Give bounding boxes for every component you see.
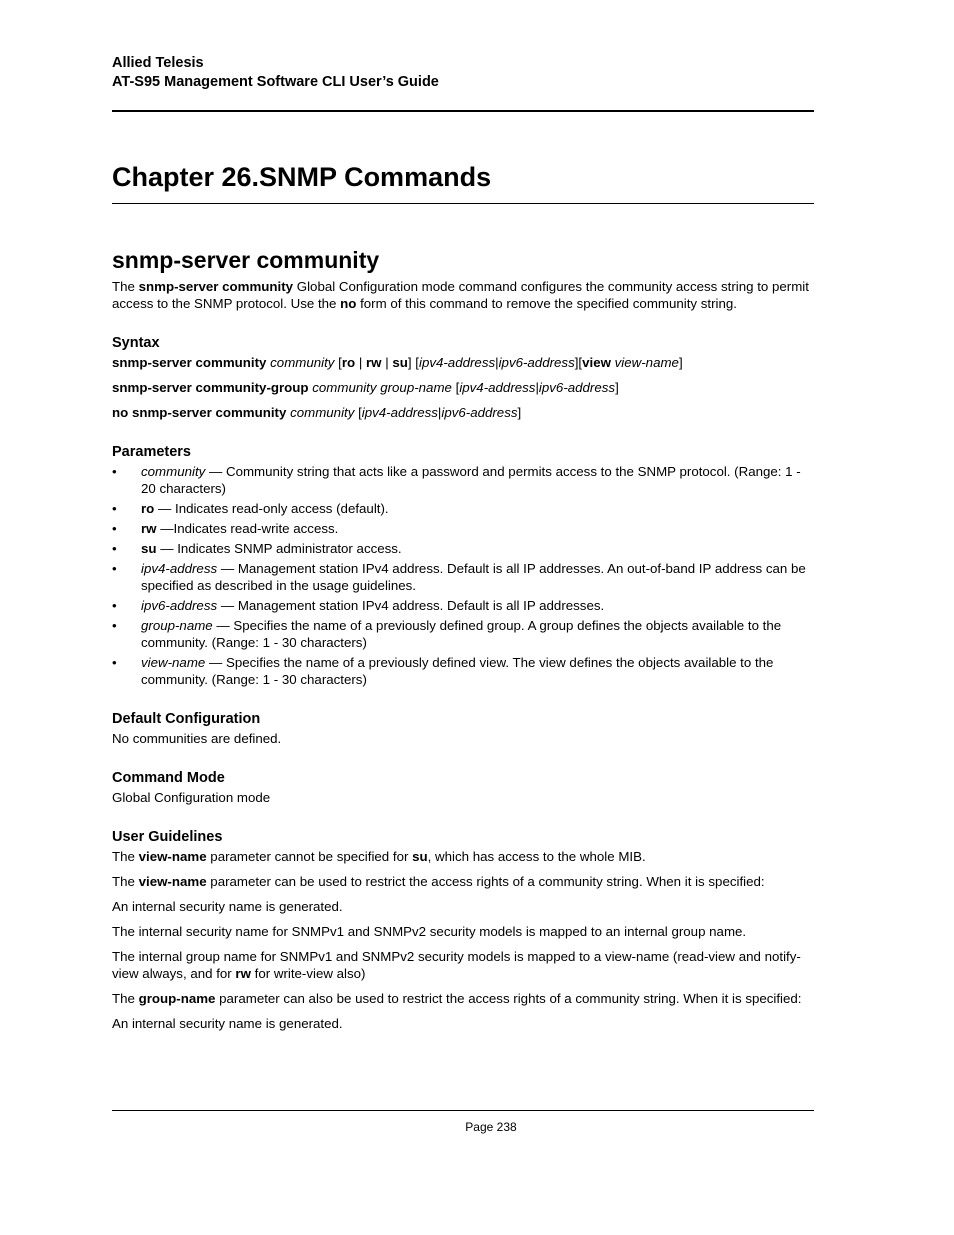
text-run: The internal group name for SNMPv1 and SNMPv2 security models is mapped to a view-name (read-view and notify-view always, and for [112, 949, 801, 981]
command-title: snmp-server community [112, 247, 380, 273]
text-run-bold: view [582, 355, 611, 370]
guideline-paragraph: An internal security name is generated. [112, 899, 343, 914]
text-run-bold: snmp-server community [138, 279, 294, 294]
bullet-icon: • [112, 561, 117, 576]
bullet-icon: • [112, 618, 117, 633]
text-run: The [112, 279, 139, 294]
running-header [112, 54, 439, 92]
text-run: form of this command to remove the specified community string. [356, 296, 737, 311]
parameter-item [112, 597, 814, 614]
text-run: , which has access to the whole MIB. [427, 849, 646, 864]
text-run: [ [354, 405, 362, 420]
user-guidelines-heading: User Guidelines [112, 829, 223, 845]
text-run-bold: su [392, 355, 408, 370]
parameter-term: view-name [141, 655, 206, 670]
parameter-item [112, 500, 814, 517]
text-run-italic: community [266, 355, 335, 370]
bullet-icon: • [112, 521, 117, 536]
parameter-text: — Specifies the name of a previously defined group. A group defines the objects available to the community. (Range: 1 - 30 characters) [141, 618, 782, 650]
syntax-heading: Syntax [112, 335, 160, 351]
guideline-paragraph [112, 990, 814, 1007]
text-run-bold: no [340, 296, 357, 311]
page-number: Page 238 [465, 1120, 517, 1134]
parameter-term: rw [141, 521, 157, 536]
text-run: ] [615, 380, 619, 395]
text-run: ] [678, 355, 683, 370]
parameter-item [112, 463, 814, 497]
command-description [112, 278, 814, 312]
command-mode-text: Global Configuration mode [112, 790, 271, 805]
text-run: parameter cannot be specified for [206, 849, 413, 864]
default-config-text: No communities are defined. [112, 731, 282, 746]
text-run-bold: view-name [138, 849, 207, 864]
text-run: | [437, 405, 442, 420]
text-run-bold: view-name [138, 874, 207, 889]
parameter-term: group-name [141, 618, 213, 633]
text-run: [ [451, 380, 460, 395]
chapter-rule [112, 203, 814, 204]
syntax-line-3 [112, 404, 814, 421]
text-run-italic: community [286, 405, 355, 420]
text-run: | [495, 355, 499, 370]
text-run: [ [334, 355, 342, 370]
bullet-icon: • [112, 655, 117, 670]
text-run: ] [517, 405, 522, 420]
command-mode-heading: Command Mode [112, 770, 225, 786]
parameters-heading: Parameters [112, 444, 191, 460]
text-run-bold: group-name [138, 991, 216, 1006]
text-run-italic: ipv4-address [459, 380, 536, 395]
text-run-bold: su [412, 849, 428, 864]
parameters-list [112, 463, 814, 688]
guideline-paragraph [112, 948, 814, 982]
text-run-bold: rw [365, 355, 382, 370]
text-run: ][ [574, 355, 583, 370]
guide-title: AT-S95 Management Software CLI User’s Guide [112, 74, 439, 90]
parameter-text: —Indicates read-write access. [156, 521, 339, 536]
text-run: The [112, 874, 139, 889]
parameter-text: — Specifies the name of a previously defined view. The view defines the objects available to the community. (Range: 1 - 30 characters) [141, 655, 774, 687]
bullet-icon: • [112, 598, 117, 613]
parameter-text: — Indicates read-only access (default). [154, 501, 389, 516]
main-content [112, 244, 814, 1040]
text-run-bold: snmp-server community [112, 355, 267, 370]
text-run-italic: ipv6-address [441, 405, 518, 420]
text-run: parameter can be used to restrict the access rights of a community string. When it is specified: [206, 874, 765, 889]
header-rule [112, 110, 814, 112]
parameter-text: — Indicates SNMP administrator access. [156, 541, 402, 556]
text-run: | [381, 355, 393, 370]
parameter-text: — Management station IPv4 address. Default is all IP addresses. An out-of-band IP address can be specified as described in the usage guidelines. [141, 561, 806, 593]
guideline-paragraph [112, 848, 814, 865]
text-run: Global Configuration mode command configures the community access string to permit access to the SNMP protocol. Use the [112, 279, 809, 311]
parameter-item [112, 520, 814, 537]
guideline-paragraph: An internal security name is generated. [112, 1016, 343, 1031]
company-name: Allied Telesis [112, 55, 204, 71]
text-run: The [112, 991, 139, 1006]
parameter-item [112, 540, 814, 557]
bullet-icon: • [112, 501, 117, 516]
parameter-term: ro [141, 501, 155, 516]
parameter-term: su [141, 541, 157, 556]
footer-rule [112, 1110, 814, 1111]
chapter-title: Chapter 26.SNMP Commands [112, 162, 492, 192]
parameter-item [112, 560, 814, 594]
parameter-text: — Community string that acts like a password and permits access to the SNMP protocol. (Range: 1 - 20 characters) [141, 464, 801, 496]
bullet-icon: • [112, 464, 117, 479]
parameter-term: ipv6-address [141, 598, 218, 613]
default-config-heading: Default Configuration [112, 711, 261, 727]
text-run: | [355, 355, 366, 370]
syntax-line-1 [112, 354, 814, 371]
parameter-text: — Management station IPv4 address. Default is all IP addresses. [217, 598, 605, 613]
text-run-italic: ipv6-address [498, 355, 575, 370]
text-run: for write-view also) [250, 966, 366, 981]
text-run-bold: rw [235, 966, 251, 981]
text-run: The [112, 849, 139, 864]
text-run-bold: snmp-server community-group [112, 380, 309, 395]
guideline-paragraph [112, 873, 814, 890]
parameter-term: ipv4-address [141, 561, 218, 576]
text-run-italic: ipv4-address [418, 355, 496, 370]
bullet-icon: • [112, 541, 117, 556]
text-run-bold: ro [341, 355, 356, 370]
text-run-italic: community group-name [308, 380, 452, 395]
syntax-line-2 [112, 379, 814, 396]
text-run-italic: ipv6-address [538, 380, 616, 395]
text-run-italic: ipv4-address [361, 405, 438, 420]
parameter-item [112, 654, 814, 688]
text-run: ] [ [407, 355, 419, 370]
guideline-paragraph: The internal security name for SNMPv1 and SNMPv2 security models is mapped to an internal group name. [112, 924, 747, 939]
text-run-italic: view-name [610, 355, 679, 370]
parameter-term: community [141, 464, 206, 479]
text-run-bold: no snmp-server community [112, 405, 287, 420]
parameter-item [112, 617, 814, 651]
text-run: | [535, 380, 539, 395]
text-run: parameter can also be used to restrict the access rights of a community string. When it is specified: [215, 991, 802, 1006]
